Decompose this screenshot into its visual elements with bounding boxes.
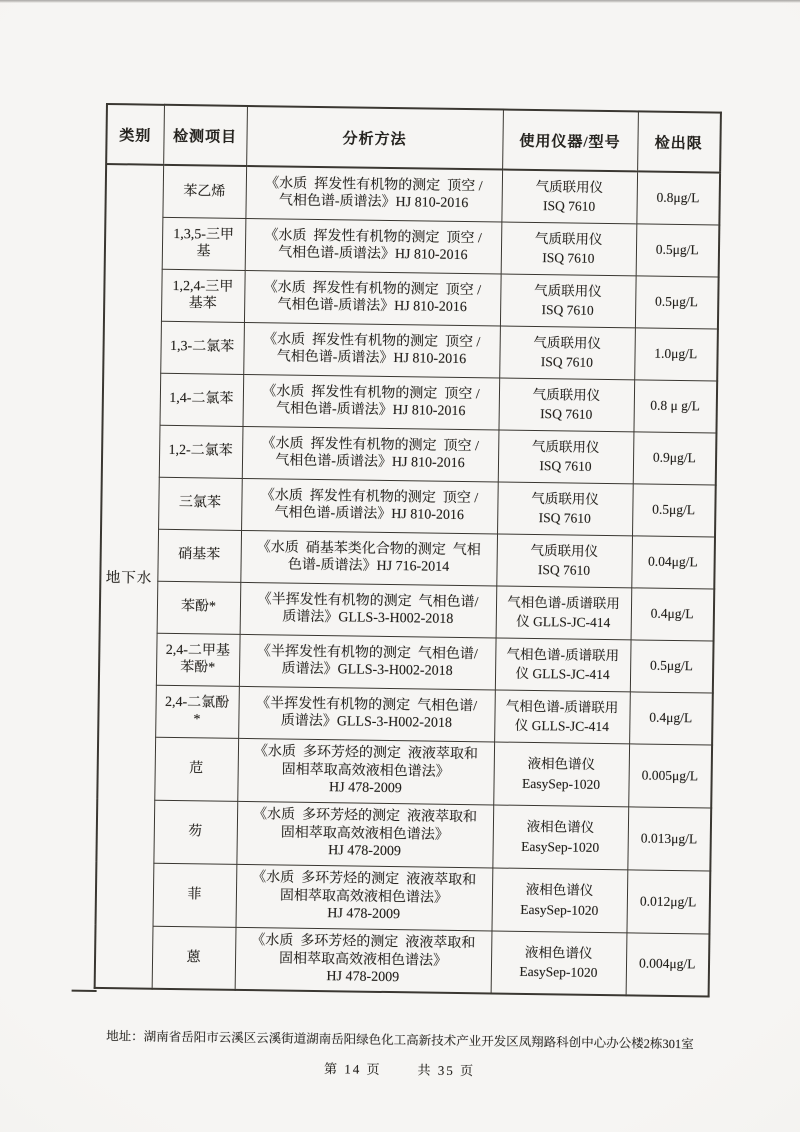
text-line: EasySep-1020 xyxy=(520,901,599,918)
table-row xyxy=(100,528,715,589)
text-line: 气相色谱-质谱法》HJ 810-2016 xyxy=(277,297,467,316)
text-line: 《水质 挥发性有机物的测定 顶空 / xyxy=(264,227,482,246)
instrument-cell xyxy=(493,741,629,806)
text-line: 液相色谱仪 xyxy=(526,818,595,835)
method-cell xyxy=(244,270,501,326)
method-cell xyxy=(240,582,497,638)
text-line: 基苯 xyxy=(188,296,217,312)
header-row xyxy=(106,104,721,173)
table-row xyxy=(96,862,711,934)
category-cell: 地下水 xyxy=(95,164,163,989)
text-line: 质谱法》GLLS-3-H002-2018 xyxy=(281,661,453,679)
table-row xyxy=(95,925,710,997)
text-line: 气相色谱-质谱法》HJ 810-2016 xyxy=(278,245,468,264)
limit-cell: 0.013μg/L xyxy=(627,806,711,870)
footer-address: 地址：湖南省岳阳市云溪区云溪街道湖南岳阳绿色化工高新技术产业开发区凤翔路科创中心办公楼2栋301室 xyxy=(106,1029,694,1052)
text-line: 《水质 挥发性有机物的测定 顶空 / xyxy=(261,435,480,454)
text-line: 气相色谱-质谱联用 xyxy=(507,594,620,611)
text-line: 气质联用仪 xyxy=(530,542,599,559)
text-line: ISQ 7610 xyxy=(539,458,592,474)
text-line: * xyxy=(193,712,201,728)
instrument-cell xyxy=(496,585,632,639)
text-line: 苯乙烯 xyxy=(183,183,226,200)
text-line: 《水质 多环芳烃的测定 液液萃取和 xyxy=(251,933,476,952)
instrument-cell xyxy=(499,326,635,380)
text-line: ISQ 7610 xyxy=(540,406,593,422)
column-header-method: 分析方法 xyxy=(246,106,503,170)
table-row xyxy=(98,684,713,745)
method-cell xyxy=(243,322,500,378)
text-line: 固相萃取高效液相色谱法》 xyxy=(280,825,449,843)
item-cell xyxy=(162,165,246,218)
text-line: 1,2,4-三甲 xyxy=(172,278,234,295)
text-line: EasySep-1020 xyxy=(521,775,601,792)
table-row xyxy=(100,580,715,641)
table-row xyxy=(97,736,712,808)
method-cell xyxy=(239,634,496,690)
text-line: 气质联用仪 xyxy=(531,490,599,507)
text-line: 气相色谱-质谱法》HJ 810-2016 xyxy=(274,505,465,524)
text-line: 气质联用仪 xyxy=(534,230,603,247)
page-number-line xyxy=(92,1055,706,1083)
text-line: ISQ 7610 xyxy=(541,302,594,318)
text-line: 液相色谱仪 xyxy=(524,944,593,961)
method-cell xyxy=(245,166,502,222)
item-cell xyxy=(155,685,239,738)
column-header-limit: 检出限 xyxy=(637,111,721,172)
text-line: 固相萃取高效液相色谱法》 xyxy=(279,888,449,906)
text-line: 《水质 挥发性有机物的测定 顶空 / xyxy=(265,175,483,195)
limit-cell: 0.8 μ g/L xyxy=(633,379,717,432)
page-current: 第 14 页 xyxy=(323,1061,382,1077)
text-line: 《半挥发性有机物的测定 气相色谱/ xyxy=(256,643,478,662)
instrument-cell xyxy=(491,930,627,995)
text-line: 气质联用仪 xyxy=(535,178,604,195)
item-cell xyxy=(154,737,238,801)
table-row xyxy=(102,424,717,485)
table-row xyxy=(103,320,718,381)
instrument-cell xyxy=(494,689,630,743)
text-line: 仪 GLLS-JC-414 xyxy=(516,613,611,631)
limit-cell: 1.0μg/L xyxy=(634,327,718,380)
item-cell xyxy=(159,425,243,478)
text-line: 苊 xyxy=(189,760,204,777)
method-cell xyxy=(243,374,500,430)
text-line: 液相色谱仪 xyxy=(527,755,596,772)
text-line: 《水质 硝基苯类化合物的测定 气相 xyxy=(256,539,481,558)
text-line: 蒽 xyxy=(186,949,201,965)
instrument-cell xyxy=(496,534,632,588)
text-line: ISQ 7610 xyxy=(540,354,594,370)
column-header-item: 检测项目 xyxy=(163,105,247,166)
instrument-cell xyxy=(497,482,633,536)
limit-cell: 0.9μg/L xyxy=(633,431,717,484)
text-line: 苯酚* xyxy=(180,599,217,615)
text-line: 菲 xyxy=(187,886,202,903)
text-line: 2,4-二甲基 xyxy=(165,642,231,659)
method-cell xyxy=(241,478,498,534)
text-line: HJ 478-2009 xyxy=(327,906,401,923)
text-line: EasySep-1020 xyxy=(521,838,600,855)
limit-cell: 0.8μg/L xyxy=(636,171,720,224)
text-line: HJ 478-2009 xyxy=(328,780,402,797)
method-cell xyxy=(236,801,493,868)
column-header-category: 类别 xyxy=(106,104,164,165)
item-cell xyxy=(160,373,244,426)
column-header-instrument: 使用仪器/型号 xyxy=(502,110,638,172)
text-line: 质谱法》GLLS-3-H002-2018 xyxy=(280,713,453,731)
item-cell xyxy=(153,863,237,927)
text-line: ISQ 7610 xyxy=(538,510,591,526)
table-row xyxy=(105,164,720,225)
text-line: 气质联用仪 xyxy=(531,438,600,455)
instrument-cell xyxy=(492,804,628,869)
text-line: 《水质 挥发性有机物的测定 顶空 / xyxy=(260,487,479,506)
limit-cell: 0.4μg/L xyxy=(629,691,713,744)
method-cell xyxy=(242,426,499,482)
text-line: 芴 xyxy=(188,823,203,840)
method-cell xyxy=(235,927,492,994)
instrument-cell xyxy=(500,274,636,328)
instrument-cell xyxy=(491,867,627,932)
table-body xyxy=(95,164,720,996)
text-line: HJ 478-2009 xyxy=(326,969,400,986)
text-line: 《水质 多环芳烃的测定 液液萃取和 xyxy=(253,744,479,763)
table-row xyxy=(104,268,719,329)
method-cell xyxy=(236,864,493,931)
method-cell xyxy=(245,218,502,274)
text-line: 《半挥发性有机物的测定 气相色谱/ xyxy=(256,695,478,714)
page-footer xyxy=(92,1028,707,1083)
limit-cell: 0.5μg/L xyxy=(632,483,716,536)
text-line: 气相色谱-质谱法》HJ 810-2016 xyxy=(276,349,467,368)
text-line: HJ 478-2009 xyxy=(328,843,402,860)
method-cell xyxy=(238,686,495,742)
limit-cell: 0.5μg/L xyxy=(635,275,719,328)
instrument-cell xyxy=(501,170,637,224)
text-line: 1,3-二氯苯 xyxy=(169,339,235,356)
page-total: 共 35 页 xyxy=(417,1062,476,1079)
text-line: 1,4-二氯苯 xyxy=(169,391,234,408)
text-line: 气质联用仪 xyxy=(532,386,601,403)
limit-cell: 0.04μg/L xyxy=(631,535,715,588)
text-line: 仪 GLLS-JC-414 xyxy=(515,665,610,683)
text-line: 《半挥发性有机物的测定 气相色谱/ xyxy=(257,591,479,610)
text-line: 《水质 挥发性有机物的测定 顶空 / xyxy=(263,279,482,298)
detection-limits-table xyxy=(94,103,722,998)
limit-cell: 0.004μg/L xyxy=(626,932,710,996)
item-cell xyxy=(152,926,236,990)
item-cell xyxy=(157,581,241,634)
text-line: 气质联用仪 xyxy=(533,334,602,351)
text-line: 质谱法》GLLS-3-H002-2018 xyxy=(282,609,454,627)
table-row xyxy=(101,476,716,537)
text-line: 1,2-二氯苯 xyxy=(168,443,233,460)
text-line: ISQ 7610 xyxy=(542,198,596,215)
text-line: 仪 GLLS-JC-414 xyxy=(514,717,610,735)
text-line: 《水质 挥发性有机物的测定 顶空 / xyxy=(262,383,480,402)
item-cell xyxy=(162,217,246,270)
text-line: 《水质 多环芳烃的测定 液液萃取和 xyxy=(252,807,478,826)
text-line: 气质联用仪 xyxy=(534,282,602,299)
limit-cell: 0.5μg/L xyxy=(630,639,714,692)
table-row xyxy=(99,632,714,693)
text-line: ISQ 7610 xyxy=(542,250,595,266)
text-line: ISQ 7610 xyxy=(537,562,591,578)
text-line: 气相色谱-质谱联用 xyxy=(506,646,620,663)
text-line: 基 xyxy=(196,244,211,260)
text-line: 1,3,5-三甲 xyxy=(173,226,235,243)
text-line: 《水质 多环芳烃的测定 液液萃取和 xyxy=(252,870,477,889)
table-row xyxy=(105,216,720,277)
text-line: 三氯苯 xyxy=(178,495,222,511)
table-row xyxy=(103,372,718,433)
instrument-cell xyxy=(498,430,634,484)
table-bottom-rule-extension xyxy=(72,990,97,992)
item-cell xyxy=(161,269,245,322)
item-cell xyxy=(156,633,240,686)
text-line: 液相色谱仪 xyxy=(525,881,594,898)
item-cell xyxy=(157,529,241,582)
text-line: 气相色谱-质谱法》HJ 810-2016 xyxy=(278,193,469,212)
text-line: EasySep-1020 xyxy=(519,964,598,981)
item-cell xyxy=(153,800,237,864)
text-line: 苯酚* xyxy=(180,660,216,676)
limit-cell: 0.012μg/L xyxy=(626,869,710,933)
text-line: 固相萃取高效液相色谱法》 xyxy=(278,951,448,969)
method-cell xyxy=(237,738,494,805)
item-cell xyxy=(158,477,242,530)
table-row xyxy=(96,799,711,871)
text-line: 固相萃取高效液相色谱法》 xyxy=(281,762,450,780)
text-line: 气相色谱-质谱联用 xyxy=(505,698,619,715)
table-header xyxy=(106,104,721,173)
text-line: 气相色谱-质谱法》HJ 810-2016 xyxy=(275,401,466,420)
limit-cell: 0.005μg/L xyxy=(628,743,712,807)
item-cell xyxy=(160,321,244,374)
limit-cell: 0.4μg/L xyxy=(631,587,715,640)
instrument-cell xyxy=(498,378,634,432)
text-line: 2,4-二氯酚 xyxy=(164,694,230,711)
text-line: 硝基苯 xyxy=(178,547,221,563)
text-line: 色谱-质谱法》HJ 716-2014 xyxy=(287,557,450,575)
method-cell xyxy=(240,530,497,586)
text-line: 《水质 挥发性有机物的测定 顶空 / xyxy=(262,331,481,350)
limit-cell: 0.5μg/L xyxy=(636,223,720,276)
instrument-cell xyxy=(495,637,631,691)
instrument-cell xyxy=(501,222,637,276)
text-line: 气相色谱-质谱法》HJ 810-2016 xyxy=(275,453,465,472)
